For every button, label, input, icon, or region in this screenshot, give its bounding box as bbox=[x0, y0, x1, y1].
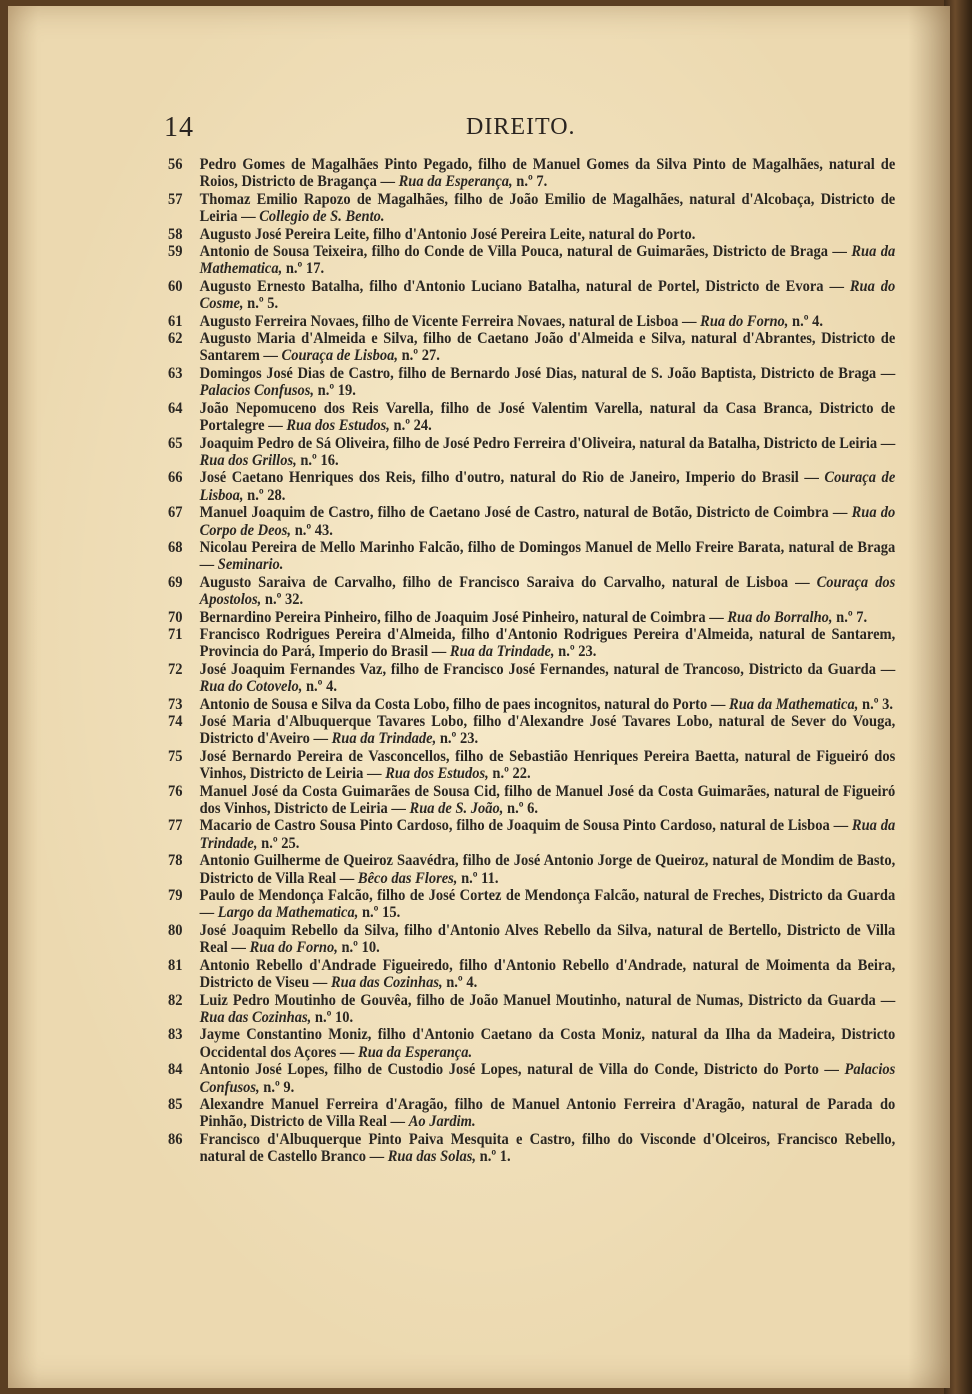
entry-number: 82 bbox=[168, 991, 183, 1009]
entry-address: Largo da Mathematica, bbox=[217, 904, 359, 922]
list-item bbox=[168, 609, 895, 626]
entry-text: Augusto Saraiva de Carvalho, filho de Francisco Saraiva do Carvalho, natural de Lisboa — bbox=[199, 573, 810, 591]
entry-address: Rua da Trindade, bbox=[449, 643, 555, 661]
entry-address: Rua da Trindade, bbox=[199, 817, 896, 852]
list-item bbox=[168, 243, 895, 278]
entry-number: 76 bbox=[168, 782, 183, 800]
entry-number: 73 bbox=[168, 695, 183, 713]
entry-house-number: n.º 27. bbox=[401, 347, 440, 365]
entry-text: Antonio Rebello d'Andrade Figueiredo, filho d'Antonio Rebello d'Andrade, natural de Moimenta da Beira, Districto de Viseu — bbox=[199, 956, 896, 992]
entry-house-number: n.º 28. bbox=[247, 486, 286, 504]
list-item bbox=[168, 1131, 895, 1166]
entry-address: Couraça de Lisboa, bbox=[281, 347, 398, 365]
list-item bbox=[168, 539, 895, 574]
list-item bbox=[168, 748, 895, 783]
entry-text: Bernardino Pereira Pinheiro, filho de Joaquim José Pinheiro, natural de Coimbra — bbox=[199, 608, 724, 626]
entry-house-number: n.º 7. bbox=[516, 173, 548, 191]
entry-text: Antonio Guilherme de Queiroz Saavédra, filho de José Antonio Jorge de Queiroz, natural de Mondim de Basto, Districto de Villa Real — bbox=[199, 852, 896, 887]
entry-address: Rua da Mathematica, bbox=[199, 243, 896, 278]
entry-text: José Joaquim Fernandes Vaz, filho de Francisco José Fernandes, natural de Trancoso, Districto da Guarda — bbox=[199, 660, 896, 678]
entry-house-number: n.º 4. bbox=[792, 312, 824, 330]
entry-text: João Nepomuceno dos Reis Varella, filho de José Valentim Varella, natural da Casa Branca, Districto de Portalegre — bbox=[199, 399, 896, 435]
entry-number: 58 bbox=[168, 225, 183, 243]
list-item bbox=[168, 957, 895, 992]
list-item bbox=[168, 400, 895, 435]
list-item bbox=[168, 1061, 895, 1096]
entry-number: 79 bbox=[168, 887, 183, 905]
entry-text: Nicolau Pereira de Mello Marinho Falcão, filho de Domingos Manuel de Mello Freire Barata, natural de Braga — bbox=[199, 538, 896, 574]
entry-text: Augusto Maria d'Almeida e Silva, filho de Caetano João d'Almeida e Silva, natural d'Abrantes, Districto de Santarem — bbox=[199, 330, 896, 365]
entry-text: Manuel Joaquim de Castro, filho de Caetano José de Castro, natural de Botão, Districto de Coimbra — bbox=[199, 504, 848, 522]
entry-number: 70 bbox=[168, 608, 183, 626]
list-item bbox=[168, 922, 895, 957]
entry-address: Rua das Cozinhas, bbox=[199, 1008, 312, 1026]
entry-house-number: n.º 15. bbox=[361, 904, 401, 922]
entry-text: Augusto Ferreira Novaes, filho de Vicente Ferreira Novaes, natural de Lisboa — bbox=[199, 312, 697, 330]
entry-house-number: n.º 23. bbox=[439, 730, 479, 748]
entry-number: 64 bbox=[168, 399, 183, 417]
entry-house-number: n.º 24. bbox=[393, 417, 432, 435]
entry-text: Augusto Ernesto Batalha, filho d'Antonio Luciano Batalha, natural de Portel, Districto de Evora — bbox=[199, 277, 844, 295]
entry-house-number: n.º 7. bbox=[836, 608, 868, 626]
entry-house-number: n.º 11. bbox=[461, 869, 499, 887]
entry-text: Luiz Pedro Moutinho de Gouvêa, filho de João Manuel Moutinho, natural de Numas, Districto da Guarda — bbox=[199, 991, 896, 1009]
entry-text: Antonio de Sousa Teixeira, filho do Conde de Villa Pouca, natural de Guimarães, Districto de Braga — bbox=[199, 243, 847, 261]
entry-house-number: n.º 23. bbox=[558, 643, 597, 661]
entry-address: Rua da Esperança, bbox=[398, 173, 513, 191]
list-item bbox=[168, 191, 895, 226]
entry-number: 74 bbox=[168, 713, 183, 730]
list-item bbox=[168, 435, 895, 470]
entry-text: José Caetano Henriques dos Reis, filho d'outro, natural do Rio de Janeiro, Imperio do Brasil — bbox=[199, 469, 819, 487]
entry-house-number: n.º 3. bbox=[861, 695, 893, 713]
entry-number: 63 bbox=[168, 364, 183, 382]
entry-text: Augusto José Pereira Leite, filho d'Antonio José Pereira Leite, natural do Porto. bbox=[199, 225, 696, 243]
entry-text: Antonio de Sousa e Silva da Costa Lobo, filho de paes incognitos, natural do Porto — bbox=[199, 695, 726, 713]
entry-text: Francisco d'Albuquerque Pinto Paiva Mesquita e Castro, filho do Visconde d'Olceiros, Francisco Rebello, natural de Castello Branco — bbox=[199, 1130, 896, 1166]
list-item bbox=[168, 661, 895, 696]
entry-address: Rua da Mathematica, bbox=[729, 695, 859, 713]
entry-number: 78 bbox=[168, 852, 183, 870]
entry-address: Seminario. bbox=[217, 556, 284, 574]
entry-text: Joaquim Pedro de Sá Oliveira, filho de José Pedro Ferreira d'Oliveira, natural da Batalha, Districto de Leiria — bbox=[199, 434, 896, 452]
entry-house-number: n.º 9. bbox=[263, 1078, 295, 1096]
entry-address: Rua do Borralho, bbox=[727, 608, 833, 626]
entry-house-number: n.º 17. bbox=[285, 260, 325, 278]
entry-number: 68 bbox=[168, 538, 183, 556]
entry-number: 86 bbox=[168, 1130, 183, 1148]
list-item bbox=[168, 156, 895, 191]
list-item bbox=[168, 1096, 895, 1131]
entry-address: Rua da Trindade, bbox=[331, 730, 437, 748]
entry-text: José Bernardo Pereira de Vasconcellos, filho de Sebastião Henriques Pereira Baetta, natural de Figueiró dos Vinhos, Districto de Leiria — bbox=[199, 747, 896, 783]
entry-address: Rua dos Estudos, bbox=[286, 417, 390, 435]
entry-number: 59 bbox=[168, 243, 183, 261]
list-item bbox=[168, 696, 895, 713]
list-item bbox=[168, 574, 895, 609]
entry-house-number: n.º 32. bbox=[264, 591, 304, 609]
list-item bbox=[168, 469, 895, 504]
entry-number: 85 bbox=[168, 1095, 183, 1113]
list-item bbox=[168, 226, 895, 243]
entry-text: Alexandre Manuel Ferreira d'Aragão, filho de Manuel Antonio Ferreira d'Aragão, natural de Parada do Pinhão, Districto de Villa Real — bbox=[199, 1095, 896, 1131]
entry-address: Collegio de S. Bento. bbox=[259, 208, 385, 226]
entry-address: Ao Jardim. bbox=[408, 1113, 476, 1131]
list-item bbox=[168, 852, 895, 887]
entry-number: 67 bbox=[168, 504, 183, 522]
entry-number: 62 bbox=[168, 330, 183, 348]
entry-text: Domingos José Dias de Castro, filho de Bernardo José Dias, natural de S. João Baptista, Districto de Braga — bbox=[199, 364, 896, 382]
list-item bbox=[168, 504, 895, 539]
page-header bbox=[164, 110, 864, 150]
entry-house-number: n.º 5. bbox=[247, 295, 279, 313]
entry-text: Francisco Rodrigues Pereira d'Almeida, filho d'Antonio Rodrigues Pereira d'Almeida, natural de Santarem, Provincia do Pará, Imperio do Brasil — bbox=[199, 625, 896, 661]
list-item bbox=[168, 817, 895, 852]
entry-number: 57 bbox=[168, 190, 183, 208]
entry-list bbox=[168, 156, 896, 1166]
entry-number: 71 bbox=[168, 625, 183, 643]
list-item bbox=[168, 713, 895, 748]
list-item bbox=[168, 313, 895, 330]
entry-number: 75 bbox=[168, 747, 183, 765]
entry-address: Palacios Confusos, bbox=[199, 382, 315, 400]
entry-address: Palacios Confusos, bbox=[199, 1061, 896, 1096]
entry-number: 81 bbox=[168, 956, 183, 974]
entry-number: 83 bbox=[168, 1026, 183, 1044]
entry-house-number: n.º 22. bbox=[492, 765, 531, 783]
entry-house-number: n.º 43. bbox=[294, 521, 333, 539]
page-number: 14 bbox=[164, 112, 194, 143]
entry-address: Rua do Cotovelo, bbox=[199, 678, 303, 696]
list-item bbox=[168, 626, 895, 661]
entry-text: Thomaz Emilio Rapozo de Magalhães, filho de João Emilio de Magalhães, natural d'Alcobaça, Districto de Leiria — bbox=[199, 190, 896, 226]
entry-number: 69 bbox=[168, 573, 183, 591]
entry-text: Antonio José Lopes, filho de Custodio José Lopes, natural de Villa do Conde, Districto do Porto — bbox=[199, 1061, 839, 1079]
entry-address: Rua do Forno, bbox=[249, 939, 338, 957]
entry-address: Rua dos Estudos, bbox=[385, 765, 489, 783]
entry-text: Macario de Castro Sousa Pinto Cardoso, filho de Joaquim de Sousa Pinto Cardoso, natural de Lisboa — bbox=[199, 817, 849, 835]
entry-house-number: n.º 10. bbox=[314, 1008, 354, 1026]
entry-number: 72 bbox=[168, 660, 183, 678]
entry-number: 65 bbox=[168, 434, 183, 452]
entry-text: Manuel José da Costa Guimarães de Sousa Cid, filho de Manuel José da Costa Guimarães, natural de Figueiró dos Vinhos, Districto de Leiria — bbox=[199, 782, 896, 818]
entry-house-number: n.º 1. bbox=[479, 1148, 511, 1166]
entry-house-number: n.º 10. bbox=[341, 939, 380, 957]
entry-address: Rua do Corpo de Deos, bbox=[199, 504, 896, 539]
list-item bbox=[168, 278, 895, 313]
entry-text: Jayme Constantino Moniz, filho d'Antonio Caetano da Costa Moniz, natural da Ilha da Madeira, Districto Occidental dos Açores — bbox=[199, 1026, 896, 1061]
entry-house-number: n.º 6. bbox=[507, 800, 539, 818]
entry-address: Rua das Cozinhas, bbox=[330, 974, 443, 992]
entry-number: 60 bbox=[168, 277, 183, 295]
entry-address: Rua do Cosme, bbox=[199, 277, 896, 313]
list-item bbox=[168, 1026, 895, 1061]
list-item bbox=[168, 992, 895, 1027]
entry-number: 84 bbox=[168, 1061, 183, 1079]
entry-number: 77 bbox=[168, 817, 183, 835]
entry-number: 56 bbox=[168, 156, 183, 173]
entry-number: 66 bbox=[168, 469, 183, 487]
entry-house-number: n.º 16. bbox=[300, 451, 339, 469]
list-item bbox=[168, 887, 895, 922]
list-item bbox=[168, 365, 895, 400]
list-item bbox=[168, 330, 895, 365]
entry-address: Rua do Forno, bbox=[700, 312, 789, 330]
entry-number: 61 bbox=[168, 312, 183, 330]
entry-address: Couraça de Lisboa, bbox=[199, 469, 896, 504]
entry-house-number: n.º 19. bbox=[317, 382, 356, 400]
entry-text: José Joaquim Rebello da Silva, filho d'Antonio Alves Rebello da Silva, natural de Bertello, Districto de Villa Real — bbox=[199, 921, 896, 957]
entry-text: Paulo de Mendonça Falcão, filho de José Cortez de Mendonça Falcão, natural de Freches, Districto da Guarda — bbox=[199, 887, 896, 922]
entry-address: Rua da Esperança. bbox=[358, 1043, 473, 1061]
entry-text: José Maria d'Albuquerque Tavares Lobo, filho d'Alexandre José Tavares Lobo, natural de Sever do Vouga, Districto d'Aveiro — bbox=[199, 713, 896, 748]
entry-house-number: n.º 4. bbox=[305, 678, 337, 696]
entry-address: Rua dos Grillos, bbox=[199, 451, 297, 469]
list-item bbox=[168, 783, 895, 818]
entry-number: 80 bbox=[168, 921, 183, 939]
entry-address: Bêco das Flores, bbox=[357, 869, 458, 887]
entry-house-number: n.º 4. bbox=[446, 974, 478, 992]
entry-house-number: n.º 25. bbox=[261, 834, 300, 852]
entry-address: Rua de S. João, bbox=[409, 800, 504, 818]
entry-text: Pedro Gomes de Magalhães Pinto Pegado, filho de Manuel Gomes da Silva Pinto de Magalhães, natural de Roios, Districto de Bragança — bbox=[199, 156, 896, 191]
entry-address: Rua das Solas, bbox=[387, 1148, 477, 1166]
entry-address: Couraça dos Apostolos, bbox=[199, 573, 896, 609]
running-title: DIREITO. bbox=[466, 114, 576, 140]
